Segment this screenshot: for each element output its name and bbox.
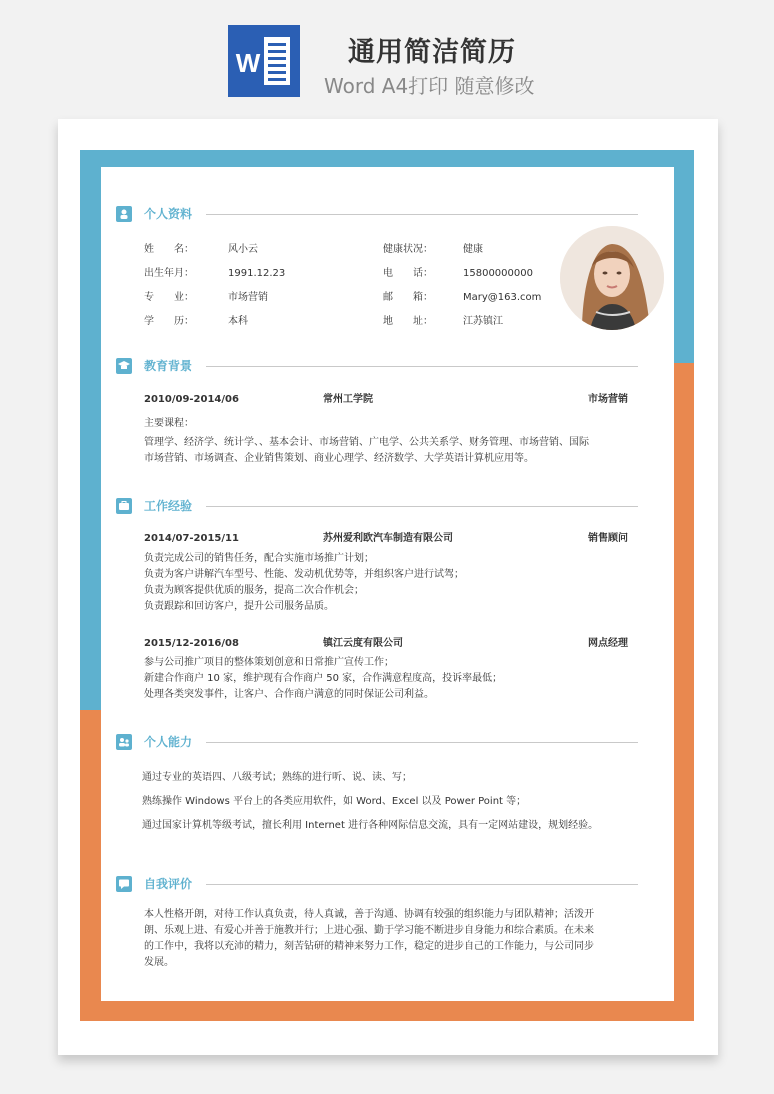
email-label: 邮 箱： xyxy=(383,292,433,303)
email-value: Mary@163.com xyxy=(463,292,542,303)
job-role: 网点经理 xyxy=(588,638,628,649)
health-value: 健康 xyxy=(463,244,483,255)
job-duty: 负责跟踪和回访客户，提升公司服务品质。 xyxy=(144,601,334,612)
address-label: 地 址： xyxy=(383,316,433,327)
courses-line: 市场营销、市场调查、企业销售策划、商业心理学、经济数学、大学英语计算机应用等。 xyxy=(144,453,534,464)
section-self-header xyxy=(116,876,638,894)
blue-band-left xyxy=(80,150,101,710)
word-icon xyxy=(228,25,300,97)
section-title: 个人资料 xyxy=(144,207,193,221)
courses-label: 主要课程： xyxy=(144,418,194,429)
job-role: 销售顾问 xyxy=(588,533,628,544)
edu-school: 常州工学院 xyxy=(323,394,373,405)
job-period: 2014/07-2015/11 xyxy=(144,533,239,544)
section-education-header xyxy=(116,358,638,376)
courses-line: 管理学、经济学、统计学、、基本会计、市场营销、广电学、公共关系学、财务管理、市场营销、国际 xyxy=(144,437,589,448)
graduation-cap-icon xyxy=(116,358,132,374)
section-title: 自我评价 xyxy=(144,877,193,891)
job-duty: 负责为客户讲解汽车型号、性能、发动机优势等，并组织客户进行试驾； xyxy=(144,569,464,580)
section-title: 工作经验 xyxy=(144,499,193,513)
section-title: 个人能力 xyxy=(144,735,193,749)
phone-value: 15800000000 xyxy=(463,268,533,279)
self-eval-line: 的工作中，我将以充沛的精力，刻苦钻研的精神来努力工作，稳定的进步自己的工作能力，与公司同步 xyxy=(144,941,594,952)
major-label: 专 业： xyxy=(144,292,194,303)
address-value: 江苏镇江 xyxy=(463,316,503,327)
job-duty: 负责为顾客提供优质的服务，提高二次合作机会； xyxy=(144,585,364,596)
skill-item: 通过专业的英语四、八级考试；熟练的进行听、说、读、写； xyxy=(142,772,412,783)
degree-value: 本科 xyxy=(228,316,248,327)
page-subtitle: Word A4打印 随意修改 xyxy=(324,74,535,98)
users-icon xyxy=(116,734,132,750)
divider xyxy=(206,366,638,367)
edu-period: 2010/09-2014/06 xyxy=(144,394,239,405)
avatar xyxy=(560,226,664,330)
divider xyxy=(206,506,638,507)
job-duty: 参与公司推广项目的整体策划创意和日常推广宣传工作； xyxy=(144,657,394,668)
page-header xyxy=(0,0,774,118)
skill-item: 通过国家计算机等级考试，擅长利用 Internet 进行各种网际信息交流，具有一定网站建设，规划经验。 xyxy=(142,820,599,831)
comment-icon xyxy=(116,876,132,892)
section-skills-header xyxy=(116,734,638,752)
section-title: 教育背景 xyxy=(144,359,193,373)
section-personal-header xyxy=(116,206,638,224)
skill-item: 熟练操作 Windows 平台上的各类应用软件，如 Word、Excel 以及 Power Point 等； xyxy=(142,796,527,807)
job-duty: 负责完成公司的销售任务，配合实施市场推广计划； xyxy=(144,553,374,564)
job-duty: 新建合作商户 10 家，维护现有合作商户 50 家，合作满意程度高，投诉率最低； xyxy=(144,673,503,684)
person-icon xyxy=(116,206,132,222)
phone-label: 电 话： xyxy=(383,268,433,279)
job-company: 苏州爱利欧汽车制造有限公司 xyxy=(323,533,453,544)
divider xyxy=(206,214,638,215)
job-duty: 处理各类突发事件，让客户、合作商户满意的同时保证公司利益。 xyxy=(144,689,434,700)
birth-value: 1991.12.23 xyxy=(228,268,286,279)
self-eval-line: 发展。 xyxy=(144,957,174,968)
divider xyxy=(206,742,638,743)
degree-label: 学 历： xyxy=(144,316,194,327)
page-title: 通用简洁简历 xyxy=(348,37,516,68)
major-value: 市场营销 xyxy=(228,292,268,303)
job-company: 镇江云度有限公司 xyxy=(323,638,403,649)
orange-band-left xyxy=(80,710,101,1021)
section-work-header xyxy=(116,498,638,516)
name-label: 姓 名： xyxy=(144,244,194,255)
edu-major: 市场营销 xyxy=(588,394,628,405)
job-period: 2015/12-2016/08 xyxy=(144,638,239,649)
health-label: 健康状况： xyxy=(383,244,433,255)
self-eval-line: 朗、乐观上进、有爱心并善于施教并行；上进心强、勤于学习能不断进步自身能力和综合素质。在未来 xyxy=(144,925,594,936)
self-eval-line: 本人性格开朗，对待工作认真负责，待人真诚，善于沟通、协调有较强的组织能力与团队精神；活泼开 xyxy=(144,909,594,920)
briefcase-icon xyxy=(116,498,132,514)
svg-text:W: W xyxy=(235,48,261,78)
birth-label: 出生年月： xyxy=(144,268,194,279)
divider xyxy=(206,884,638,885)
name-value: 风小云 xyxy=(228,244,258,255)
